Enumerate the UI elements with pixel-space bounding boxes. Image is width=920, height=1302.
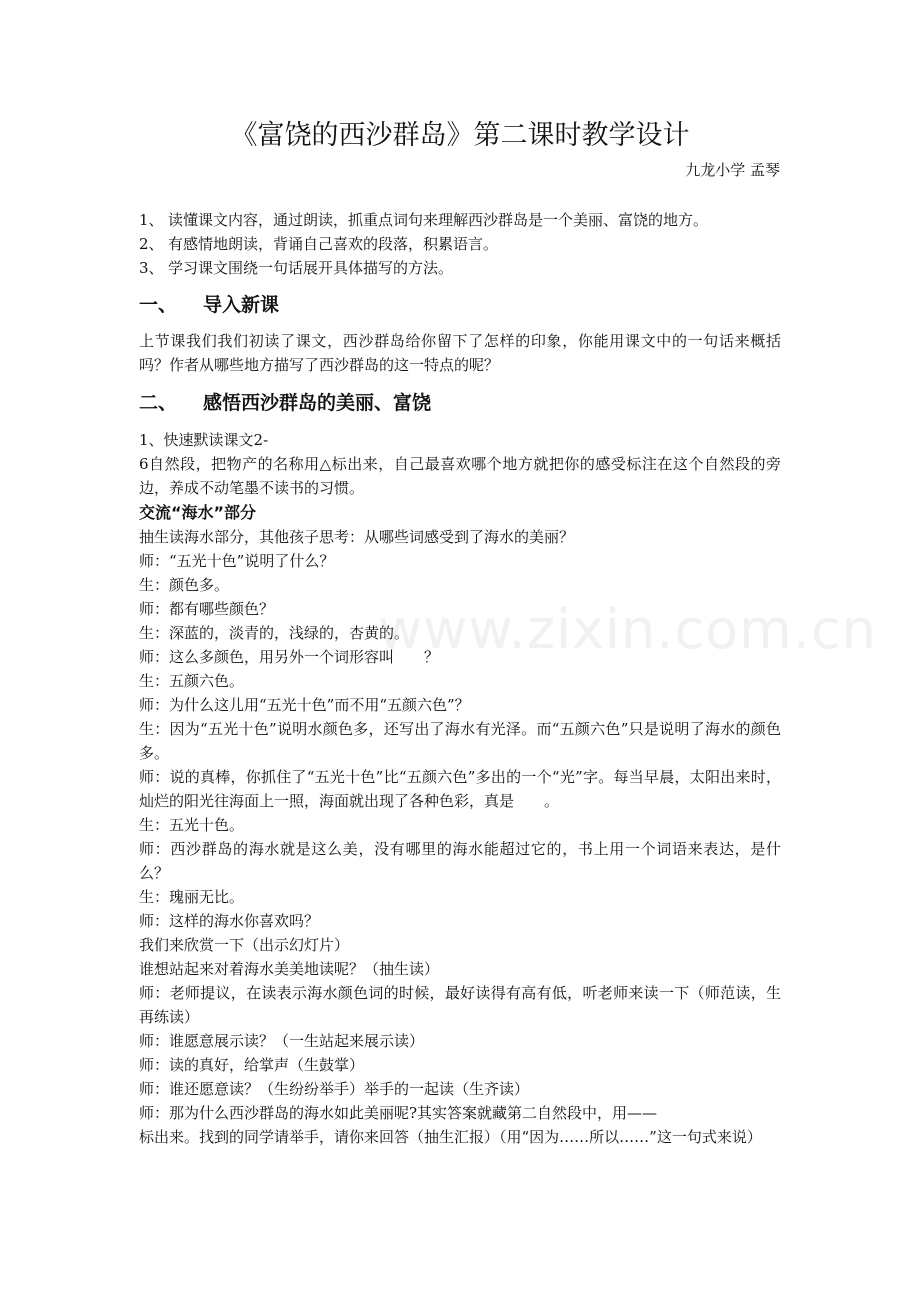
objective-item: 2、 有感情地朗读，背诵自己喜欢的段落，积累语言。 xyxy=(139,235,499,253)
dialogue-line: 师：老师提议，在读表示海水颜色词的时候，最好读得有高有低，听老师来读一下（师范读，生再练读） xyxy=(139,984,781,1026)
dialogue-line: 师：“五光十色”说明了什么？ xyxy=(139,552,335,570)
dialogue-line: 师：这么多颜色，用另外一个词形容叫 ？ xyxy=(139,648,440,666)
dialogue-line: 生：五颜六色。 xyxy=(139,672,245,690)
task-line: 1、快速默读课文2- xyxy=(139,431,269,449)
section-heading-1: 一、 导入新课 xyxy=(139,294,280,316)
dialogue-line: 师：为什么这儿用“五光十色”而不用“五颜六色”？ xyxy=(139,696,470,714)
dialogue-line: 标出来。找到的同学请举手，请你来回答（抽生汇报）（用“因为……所以……”这一句式来说） xyxy=(139,1128,762,1146)
dialogue-line: 师：谁还愿意读？（生纷纷举手）举手的一起读（生齐读） xyxy=(139,1080,530,1098)
dialogue-line: 生：五光十色。 xyxy=(139,816,245,834)
dialogue-line: 我们来欣赏一下（出示幻灯片） xyxy=(139,936,350,954)
dialogue-line: 师：读的真好，给掌声（生鼓掌） xyxy=(139,1056,365,1074)
dialogue-line: 师：说的真棒，你抓住了“五光十色”比“五颜六色”多出的一个“光”字。每当早晨，太阳出来时，灿烂的阳光往海面上一照，海面就出现了各种色彩，真是 。 xyxy=(139,768,781,810)
dialogue-line: 生：瑰丽无比。 xyxy=(139,888,245,906)
objective-item: 1、 读懂课文内容，通过朗读，抓重点词句来理解西沙群岛是一个美丽、富饶的地方。 xyxy=(139,211,709,229)
dialogue-line: 抽生读海水部分，其他孩子思考：从哪些词感受到了海水的美丽？ xyxy=(139,528,575,546)
dialogue-line: 师：这样的海水你喜欢吗？ xyxy=(139,912,320,930)
dialogue-line: 师：都有哪些颜色？ xyxy=(139,600,275,618)
watermark: www.zixin.com.cn xyxy=(378,598,877,661)
dialogue-line: 生：颜色多。 xyxy=(139,576,230,594)
document-title: 《富饶的西沙群岛》第二课时教学设计 xyxy=(230,120,690,151)
task-paragraph: 6自然段，把物产的名称用△标出来，自己最喜欢哪个地方就把你的感受标注在这个自然段的旁边，养成不动笔墨不读书的习惯。 xyxy=(139,455,781,497)
subheading-seawater: 交流“海水”部分 xyxy=(139,503,257,522)
dialogue-line: 师：谁愿意展示读？（一生站起来展示读） xyxy=(139,1032,425,1050)
section-heading-2: 二、 感悟西沙群岛的美丽、富饶 xyxy=(139,392,432,414)
document-body xyxy=(139,208,781,1149)
author-line: 九龙小学 孟琴 xyxy=(685,161,780,179)
dialogue-line: 生：深蓝的，淡青的，浅绿的，杏黄的。 xyxy=(139,624,410,642)
dialogue-line: 谁想站起来对着海水美美地读呢？（抽生读） xyxy=(139,960,440,978)
dialogue-line: 师：西沙群岛的海水就是这么美，没有哪里的海水能超过它的，书上用一个词语来表达，是什么？ xyxy=(139,840,781,882)
dialogue-line: 生：因为“五光十色”说明水颜色多，还写出了海水有光泽。而“五颜六色”只是说明了海水的颜色多。 xyxy=(139,720,781,762)
objective-item: 3、 学习课文围绕一句话展开具体描写的方法。 xyxy=(139,259,454,277)
dialogue-line: 师：那为什么西沙群岛的海水如此美丽呢?其实答案就藏第二自然段中，用—— xyxy=(139,1104,658,1122)
intro-paragraph: 上节课我们我们初读了课文，西沙群岛给你留下了怎样的印象，你能用课文中的一句话来概括吗？作者从哪些地方描写了西沙群岛的这一特点的呢？ xyxy=(139,332,781,374)
